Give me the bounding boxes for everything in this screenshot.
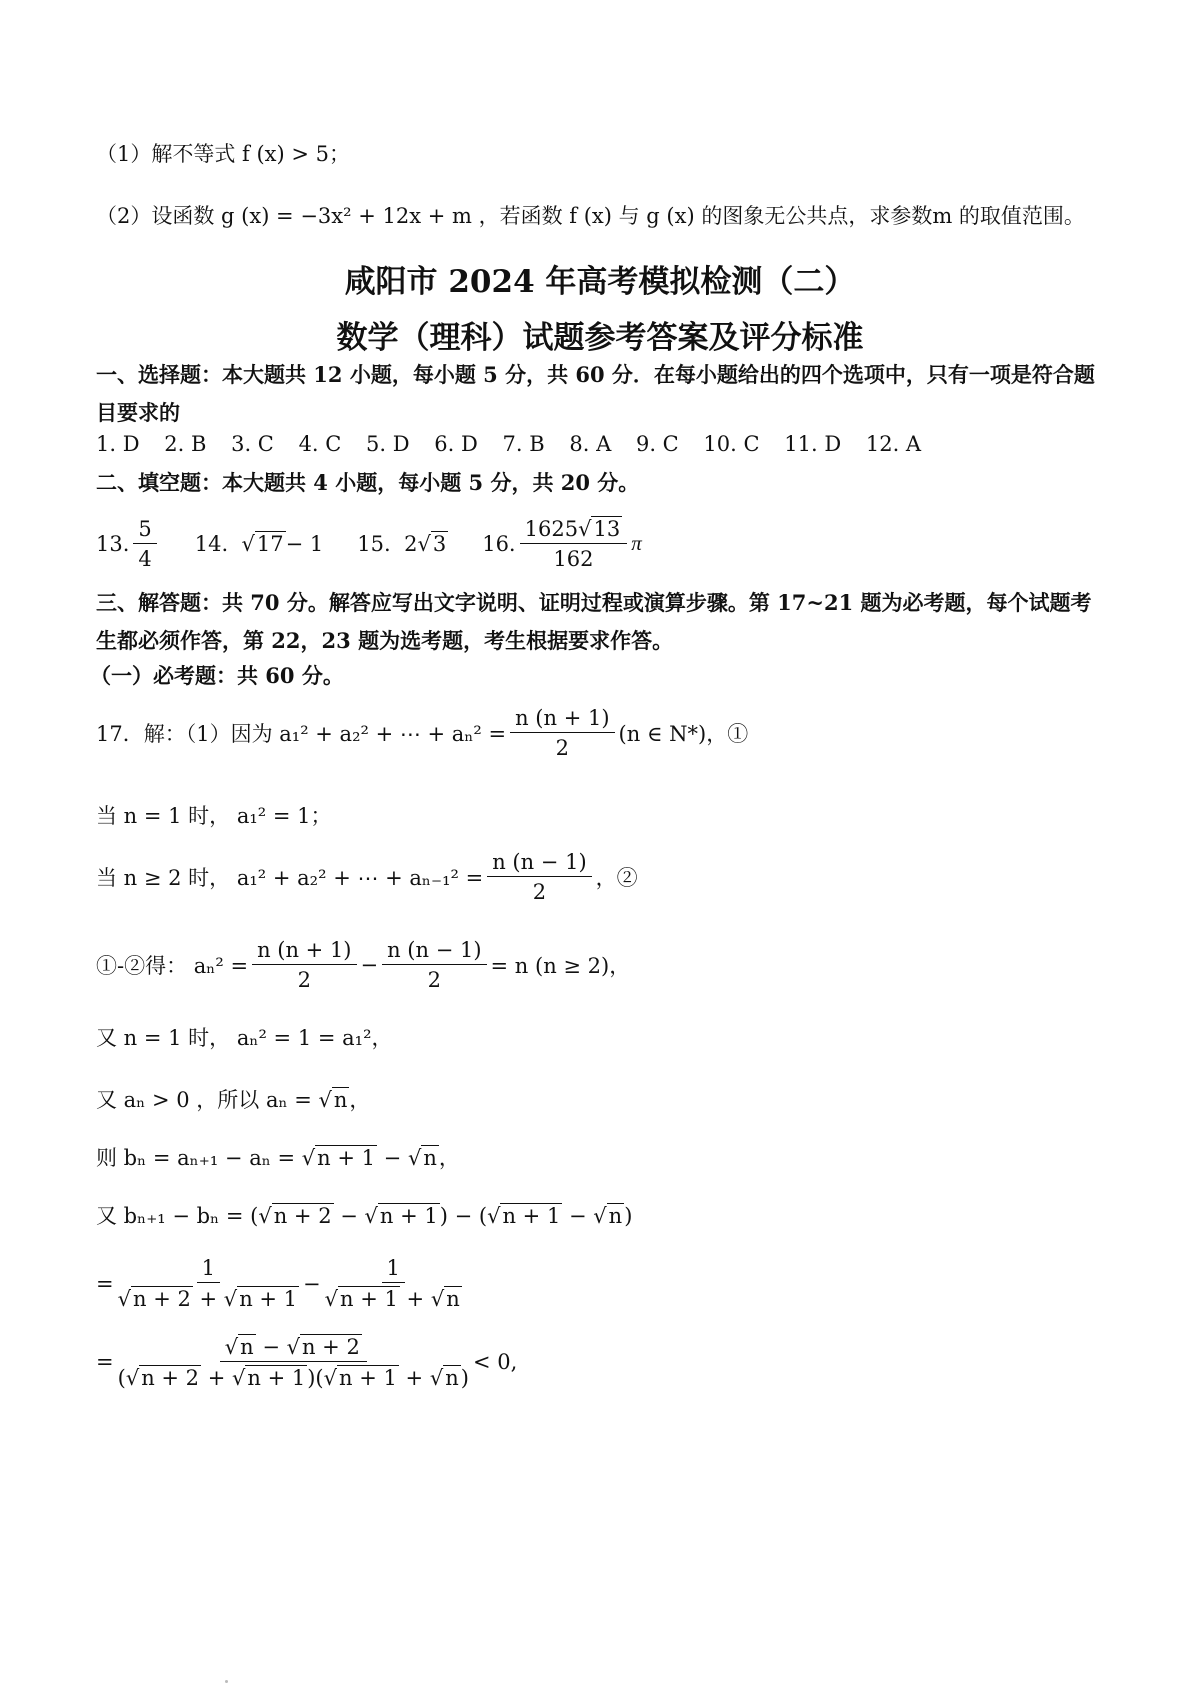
section-3-heading: 三、解答题：共 70 分。解答应写出文字说明、证明过程或演算步骤。第 17~21 题为必考题，每个试题考生都必须作答，第 22，23 题为选考题，考生根据要求作答。 [96,590,1092,653]
solution-17-line-9: = $\frac{1}{√n + 2 + √n + 1}$ − $\frac{1}{√n + 1 + √n}$ [96,1256,460,1311]
answer-15: 15. 2 √ 3 [357,531,447,556]
question-part-1: （1）解不等式 f (x) > 5； [96,142,351,166]
answer-7: 7. B [502,432,545,456]
answer-12: 12. A [865,432,922,456]
page-title: 咸阳市 2024 年高考模拟检测（二） [344,264,856,300]
answer-3: 3. C [231,432,274,456]
answer-4: 4. C [298,432,342,456]
choice-answers [96,432,939,456]
answer-10: 10. C [703,432,760,456]
solution-17-line-5: 又 n = 1 时， aₙ² = 1 = a₁²， [96,1026,393,1050]
answer-14: 14. √ 17 − 1 [194,531,324,556]
solution-17-line-3: 当 n ≥ 2 时， a₁² + a₂² + ⋯ + aₙ₋₁² = $\frac{n (n - 1)}{2}$ ，② [96,850,638,904]
answer-5: 5. D [366,432,410,456]
solution-17-line-10: = $\frac{√n - √n + 2}{(√n + 2 + √n + 1)(√n + 1 + √n)}$ < 0, [96,1335,518,1390]
answer-8: 8. A [569,432,612,456]
answer-6: 6. D [434,432,478,456]
scan-dot [225,1680,228,1683]
section-2-heading: 二、填空题：本大题共 4 小题，每小题 5 分，共 20 分。 [96,470,640,495]
answer-9: 9. C [635,432,679,456]
answer-11: 11. D [784,432,842,456]
answer-16: 16. $\frac{1625√13}{162}$ π [482,517,642,571]
answer-2: 2. B [164,432,207,456]
question-part-2: （2）设函数 g (x) = −3x² + 12x + m ，若函数 f (x) 与 g (x) 的图象无公共点，求参数m 的取值范围。 [96,204,1085,228]
section-3-sub-heading: （一）必考题：共 60 分。 [90,663,344,688]
answer-13: 13. $\frac{5}{4}$ [96,517,161,571]
solution-17-line-8: 又 bₙ₊₁ − bₙ = (√n + 2 − √n + 1) − (√n + 1 − √n) [96,1204,633,1228]
fill-answers [96,516,676,571]
solution-17-line-1: 17．解：（1）因为 a₁² + a₂² + ⋯ + aₙ² = $\frac{n (n + 1)}{2}$ (n ∈ N*)，① [96,706,749,760]
solution-17-line-2: 当 n = 1 时， a₁² = 1； [96,804,332,828]
page-subtitle: 数学（理科）试题参考答案及评分标准 [336,320,864,356]
solution-17-line-7: 则 bₙ = aₙ₊₁ − aₙ = √n + 1 − √n， [96,1146,460,1170]
section-1-heading: 一、选择题：本大题共 12 小题，每小题 5 分，共 60 分．在每小题给出的四个选项中，只有一项是符合题目要求的 [96,362,1095,425]
answer-1: 1. D [96,432,140,456]
solution-17-line-4: ①-②得： aₙ² = $\frac{n (n + 1)}{2}$ − $\frac{n (n - 1)}{2}$ = n (n ≥ 2)， [96,938,631,992]
solution-17-line-6: 又 aₙ > 0 ，所以 aₙ = √n， [96,1088,371,1112]
